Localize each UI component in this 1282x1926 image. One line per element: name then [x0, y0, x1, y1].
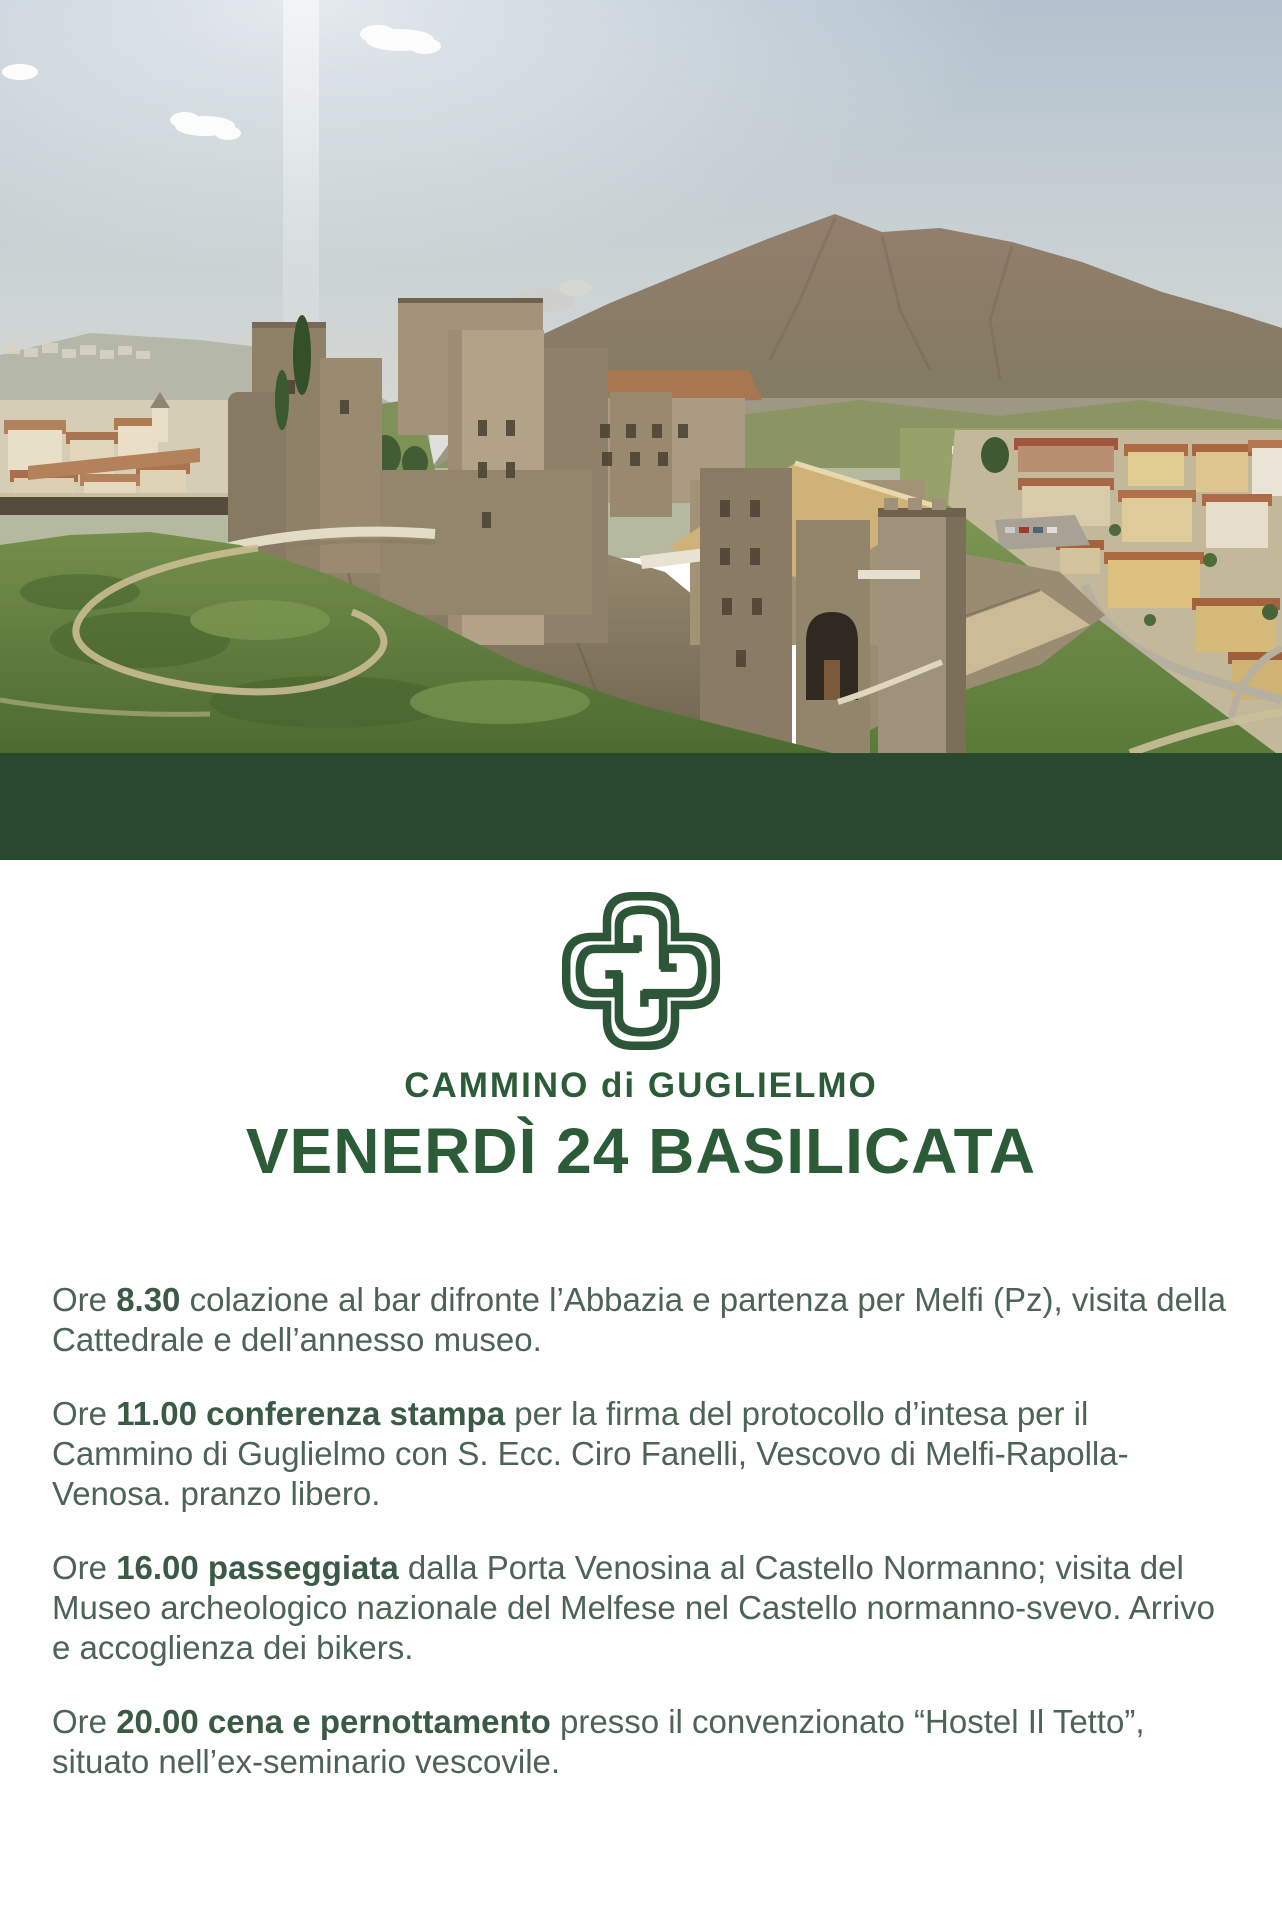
schedule-item-1600: [52, 1548, 1230, 1668]
schedule-item-2000: [52, 1702, 1230, 1782]
schedule-item-0830: [52, 1280, 1230, 1360]
divider-band: [0, 753, 1282, 860]
item-text: per la firma del protocollo d’intesa per il Cammino di Guglielmo con S. Ecc. Ciro Fanelli, Vescovo di Melfi-Rapolla-Venosa. pranzo libero.: [52, 1395, 1129, 1512]
cammino-logo-icon: [556, 886, 726, 1056]
item-text: dalla Porta Venosina al Castello Normanno; visita del Museo archeologico nazionale del Melfese nel Castello normanno-svevo. Arrivo e accoglienza dei bikers.: [52, 1549, 1215, 1666]
brand-wordmark: CAMMINO di GUGLIELMO: [404, 1066, 878, 1105]
schedule-item-1100: [52, 1394, 1230, 1514]
item-prefix: Ore: [52, 1395, 117, 1432]
item-prefix: Ore: [52, 1703, 117, 1740]
castle-aerial-photo: [0, 0, 1282, 753]
item-prefix: Ore: [52, 1549, 117, 1586]
item-time-activity: 20.00 cena e pernottamento: [116, 1703, 551, 1740]
item-text: colazione al bar difronte l’Abbazia e partenza per Melfi (Pz), visita della Cattedrale e dell’annesso museo.: [52, 1281, 1226, 1358]
item-time-activity: 8.30: [116, 1281, 181, 1318]
item-prefix: Ore: [52, 1281, 117, 1318]
item-time-activity: 11.00 conferenza stampa: [116, 1395, 506, 1432]
event-title: VENERDÌ 24 BASILICATA: [245, 1115, 1037, 1187]
schedule: [0, 1280, 1282, 1782]
item-time-activity: 16.00 passeggiata: [116, 1549, 399, 1586]
item-text: presso il convenzionato “Hostel Il Tetto”, situato nell’ex-seminario vescovile.: [52, 1703, 1145, 1780]
